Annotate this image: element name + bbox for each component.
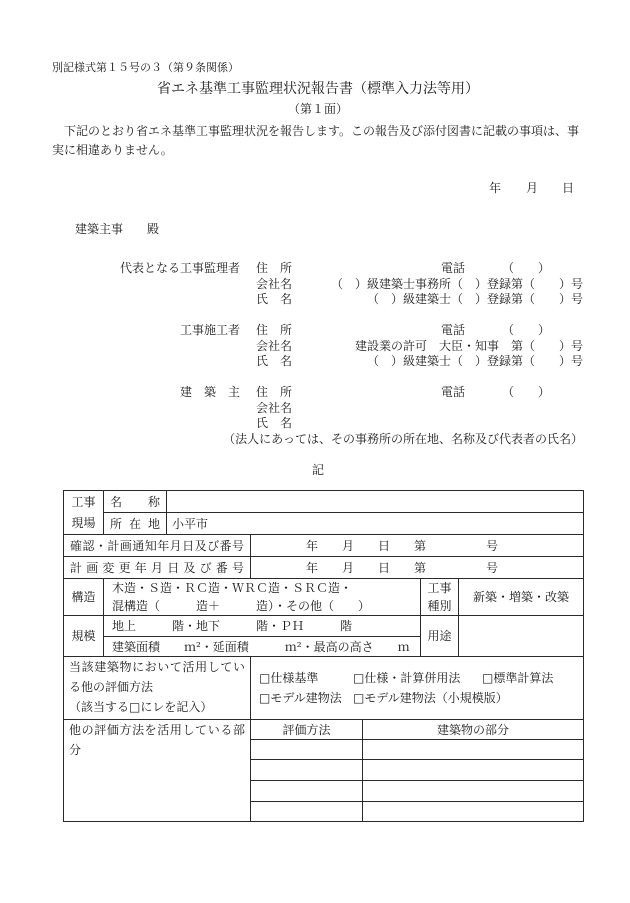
address-label: 住 所 <box>256 261 293 275</box>
table-row-plan-change <box>64 557 584 579</box>
plan-change-date-label: 計画変更年月日及び番号 <box>64 557 251 579</box>
option-spec-calculation-combined: □仕様・計算併用法 <box>353 671 461 685</box>
scale-areas: 建築面積 ｍ²・延面積 ｍ²・最高の高さ ｍ <box>104 637 421 657</box>
work-type-label-bottom: 種別 <box>427 599 452 613</box>
evaluation-options-row-1 <box>259 668 583 688</box>
scale-floors: 地上 階・地下 階・ＰＨ 階 <box>104 616 421 637</box>
party-representative-supervisor <box>0 261 630 308</box>
site-group-label-bottom: 現場 <box>71 515 96 530</box>
company-label: 会社名 <box>256 400 293 415</box>
evaluation-method-cell <box>251 781 363 802</box>
site-name-value <box>167 491 584 513</box>
report-table <box>63 490 584 822</box>
party-row-name <box>0 416 630 432</box>
phone-parentheses: （ ） <box>502 385 551 399</box>
party-role: 代表となる工事監理者 <box>119 261 240 275</box>
party-row-company <box>0 339 630 355</box>
form-number: 別記様式第１５号の３（第９条関係） <box>52 61 239 74</box>
company-label: 会社名 <box>256 338 293 353</box>
name-label: 氏 名 <box>256 292 293 306</box>
evaluation-method-cell <box>251 740 363 760</box>
date-month-label: 月 <box>526 181 539 195</box>
record-label: 記 <box>311 463 324 477</box>
structure-options-line-1: 木造・Ｓ造・ＲＣ造・ＷＲＣ造・ＳＲＣ造・ <box>112 581 353 595</box>
party-building-owner <box>0 385 630 432</box>
company-label: 会社名 <box>256 276 293 291</box>
confirmation-date-value: 年 月 日 第 号 <box>251 535 584 557</box>
site-group-label-top: 工事 <box>71 494 96 509</box>
form-title: 省エネ基準工事監理状況報告書（標準入力法等用） <box>157 81 479 97</box>
work-type-label-top: 工事 <box>427 581 452 595</box>
company-registration: （ ）級建築士事務所（ ）登録第（ ）号 <box>330 276 583 291</box>
address-label: 住 所 <box>256 385 293 399</box>
construction-license: 建設業の許可 大臣・知事 第（ ）号 <box>354 338 583 353</box>
building-part-cell <box>363 760 584 781</box>
structure-options <box>104 579 421 616</box>
name-registration: （ ）級建築士（ ）登録第（ ）号 <box>366 354 583 368</box>
party-row-name <box>0 354 630 370</box>
option-standard-calculation: □標準計算法 <box>482 671 554 685</box>
phone-label: 電話 <box>441 261 466 275</box>
intro-line-1: 下記のとおり省エネ基準工事監理状況を報告します。この報告及び添付図書に記載の事項は、事 <box>52 124 580 138</box>
evaluation-methods-label-line-1: 当該建築物において活用してい <box>69 660 245 674</box>
building-part-cell <box>363 802 584 822</box>
table-row-site-name <box>64 491 584 513</box>
phone-parentheses: （ ） <box>502 261 551 275</box>
confirmation-date-label: 確認・計画通知年月日及び番号 <box>64 535 251 557</box>
name-registration: （ ）級建築士（ ）登録第（ ）号 <box>366 292 583 306</box>
site-location-label: 所在地 <box>104 513 167 535</box>
corporation-note: （法人にあっては、その事務所の所在地、名称及び代表者の氏名） <box>223 432 583 446</box>
plan-change-date-value: 年 月 日 第 号 <box>251 557 584 579</box>
structure-options-line-2: 混構造（ 造＋ 造）・その他（ ） <box>112 599 371 613</box>
party-role: 建 築 主 <box>179 385 240 399</box>
table-row-scale-floors <box>64 616 584 637</box>
use-value <box>459 616 584 657</box>
option-specification-standard: □仕様基準 <box>259 671 319 685</box>
date-year-label: 年 <box>489 181 502 195</box>
date-day-label: 日 <box>562 181 575 195</box>
evaluation-methods-label-line-2: る他の評価方法 <box>69 680 154 694</box>
use-label: 用途 <box>421 616 459 657</box>
other-methods-label-line-1: 他の評価方法を活用している部 <box>69 723 245 737</box>
party-row-company <box>0 401 630 417</box>
phone-parentheses: （ ） <box>502 323 551 337</box>
address-label: 住 所 <box>256 323 293 337</box>
phone-label: 電話 <box>441 323 466 337</box>
evaluation-options-row-2 <box>259 688 583 708</box>
other-methods-label <box>64 720 251 822</box>
evaluation-methods-label <box>64 657 251 720</box>
table-row-structure <box>64 579 584 616</box>
building-part-cell <box>363 781 584 802</box>
option-model-building: □モデル建物法 <box>259 691 342 705</box>
option-model-building-small: □モデル建物法（小規模版） <box>353 691 508 705</box>
building-part-header: 建築物の部分 <box>363 720 584 740</box>
name-label: 氏 名 <box>256 354 293 368</box>
party-row-name <box>0 292 630 308</box>
evaluation-method-cell <box>251 760 363 781</box>
party-role: 工事施工者 <box>179 323 240 337</box>
evaluation-methods-label-line-3: （該当する□にレを記入） <box>69 700 213 714</box>
table-row-evaluation-methods <box>64 657 584 720</box>
scale-label: 規模 <box>64 616 104 657</box>
evaluation-options <box>251 657 584 720</box>
building-part-cell <box>363 740 584 760</box>
evaluation-method-header: 評価方法 <box>251 720 363 740</box>
table-row-other-methods-header <box>64 720 584 740</box>
name-label: 氏 名 <box>256 416 293 430</box>
site-location-value: 小平市 <box>167 513 584 535</box>
party-row-address <box>0 323 630 339</box>
table-row-site-location <box>64 513 584 535</box>
table-row-confirmation <box>64 535 584 557</box>
page-label: （第１面） <box>287 102 348 116</box>
structure-label: 構造 <box>64 579 104 616</box>
party-row-address <box>0 385 630 401</box>
work-type-label <box>421 579 459 616</box>
site-group-label <box>64 491 104 535</box>
party-row-address <box>0 261 630 277</box>
addressee: 建築主事 殿 <box>75 222 160 236</box>
phone-label: 電話 <box>441 385 466 399</box>
work-type-options: 新築・増築・改築 <box>459 579 584 616</box>
evaluation-method-cell <box>251 802 363 822</box>
intro-line-2: 実に相違ありません。 <box>52 143 173 157</box>
party-contractor <box>0 323 630 370</box>
party-row-company <box>0 277 630 293</box>
other-methods-label-line-2: 分 <box>69 743 82 757</box>
site-name-label: 名 称 <box>104 491 167 513</box>
